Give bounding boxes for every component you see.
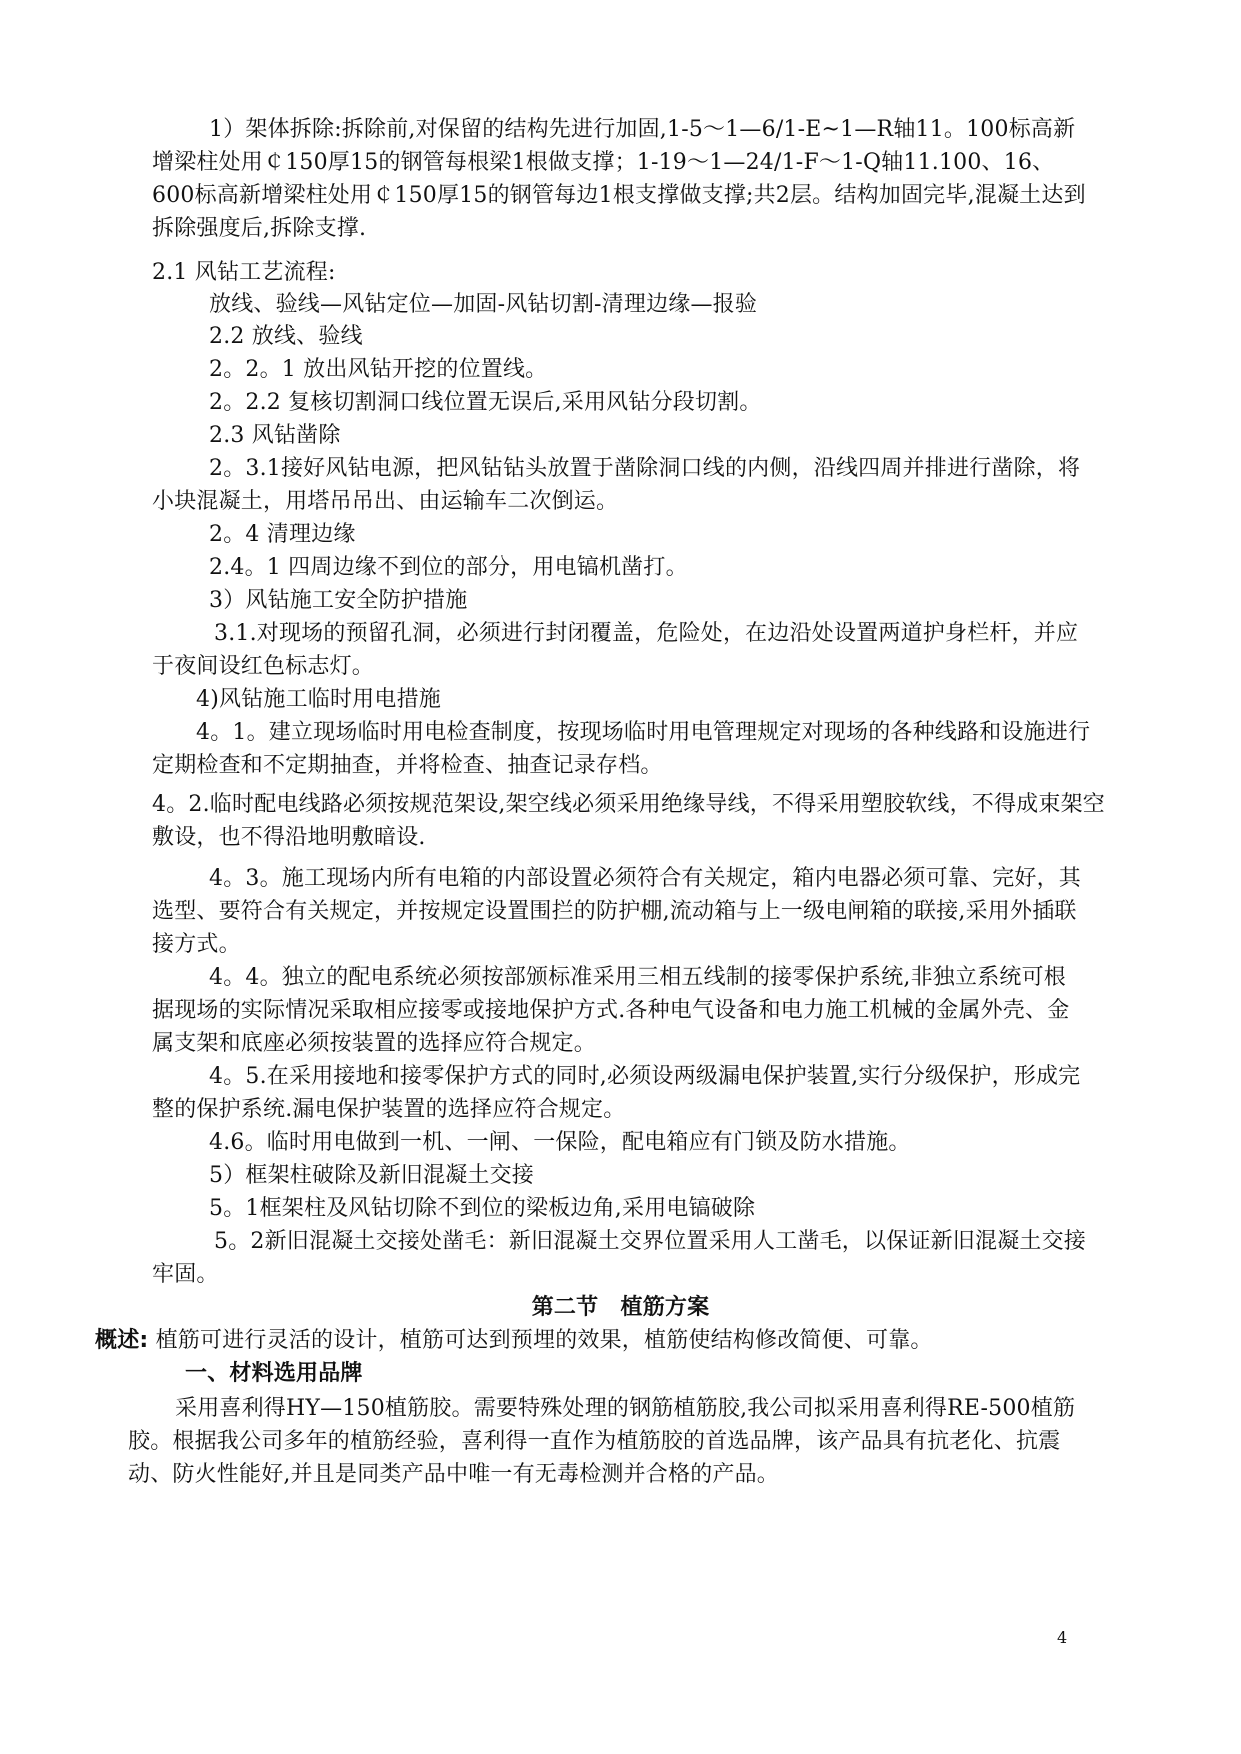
paragraph-materials: 采用喜利得HY—150植筋胶。需要特殊处理的钢筋植筋胶,我公司拟采用喜利得RE-500植筋胶。根据我公司多年的植筋经验，喜利得一直作为植筋胶的首选品牌，该产品具有抗老化、抗震动、防火性能好,并且是同类产品中唯一有无毒检测并合格的产品。 (128, 1396, 1076, 1487)
heading-2-1: 2.1 风钻工艺流程: (152, 260, 336, 285)
subsection-title: 一、材料选用品牌 (185, 1361, 363, 1386)
overview-line (95, 1324, 933, 1357)
paragraph-4-6: 4.6。临时用电做到一机、一闸、一保险，配电箱应有门锁及防水措施。 (209, 1130, 911, 1155)
heading-3: 3）风钻施工安全防护措施 (209, 588, 468, 613)
paragraph-2-4-1: 2.4。1 四周边缘不到位的部分，用电镐机凿打。 (209, 555, 688, 580)
page-number: 4 (1057, 1628, 1068, 1647)
paragraph-5-1: 5。1框架柱及风钻切除不到位的梁板边角,采用电镐破除 (209, 1196, 756, 1221)
paragraph-2-3-1: 2。3.1接好风钻电源，把风钻钻头放置于凿除洞口线的内侧，沿线四周并排进行凿除，将小块混凝土，用塔吊吊出、由运输车二次倒运。 (152, 456, 1081, 514)
heading-2-4: 2。4 清理边缘 (209, 522, 356, 547)
heading-2-2: 2.2 放线、验线 (209, 324, 363, 349)
paragraph-2-2-2: 2。2.2 复核切割洞口线位置无误后,采用风钻分段切割。 (209, 390, 762, 415)
heading-2-3: 2.3 风钻凿除 (209, 423, 341, 448)
paragraph-process-flow: 放线、验线—风钻定位—加固-风钻切割-清理边缘—报验 (209, 292, 758, 317)
paragraph-4-4: 4。4。独立的配电系统必须按部颁标准采用三相五线制的接零保护系统,非独立系统可根据现场的实际情况采取相应接零或接地保护方式.各种电气设备和电力施工机械的金属外壳、金属支架和底座必须按装置的选择应符合规定。 (152, 965, 1070, 1056)
paragraph-frame-removal: 1）架体拆除:拆除前,对保留的结构先进行加固,1-5～1—6/1-E~1—R轴11。100标高新增梁柱处用￠150厚15的钢管每根梁1根做支撑；1-19～1—24/1-F～1-Q轴11.100、16、600标高新增梁柱处用￠150厚15的钢管每边1根支撑做支撑;共2层。结构加固完毕,混凝土达到拆除强度后,拆除支撑. (152, 117, 1086, 241)
paragraph-2-2-1: 2。2。1 放出风钻开挖的位置线。 (209, 357, 548, 382)
paragraph-3-1: 3.1.对现场的预留孔洞，必须进行封闭覆盖，危险处，在边沿处设置两道护身栏杆，并应于夜间设红色标志灯。 (152, 621, 1079, 679)
section-title: 第二节 植筋方案 (531, 1295, 710, 1320)
overview-label: 概述: (95, 1328, 149, 1353)
overview-text: 植筋可进行灵活的设计，植筋可达到预埋的效果，植筋使结构修改简便、可靠。 (155, 1328, 933, 1353)
paragraph-4-3: 4。3。施工现场内所有电箱的内部设置必须符合有关规定，箱内电器必须可靠、完好，其选型、要符合有关规定，并按规定设置围拦的防护棚,流动箱与上一级电闸箱的联接,采用外插联接方式。 (152, 866, 1081, 957)
paragraph-4-5: 4。5.在采用接地和接零保护方式的同时,必须设两级漏电保护装置,实行分级保护，形成完整的保护系统.漏电保护装置的选择应符合规定。 (152, 1064, 1081, 1122)
heading-5: 5）框架柱破除及新旧混凝土交接 (209, 1163, 534, 1188)
paragraph-4-1: 4。1。建立现场临时用电检查制度，按现场临时用电管理规定对现场的各种线路和设施进行定期检查和不定期抽查，并将检查、抽查记录存档。 (152, 720, 1091, 778)
paragraph-5-2: 5。2新旧混凝土交接处凿毛：新旧混凝土交界位置采用人工凿毛，以保证新旧混凝土交接牢固。 (152, 1229, 1086, 1287)
heading-4: 4)风钻施工临时用电措施 (196, 687, 441, 712)
paragraph-4-2: 4。2.临时配电线路必须按规范架设,架空线必须采用绝缘导线，不得采用塑胶软线，不得成束架空敷设，也不得沿地明敷暗设. (152, 792, 1105, 850)
